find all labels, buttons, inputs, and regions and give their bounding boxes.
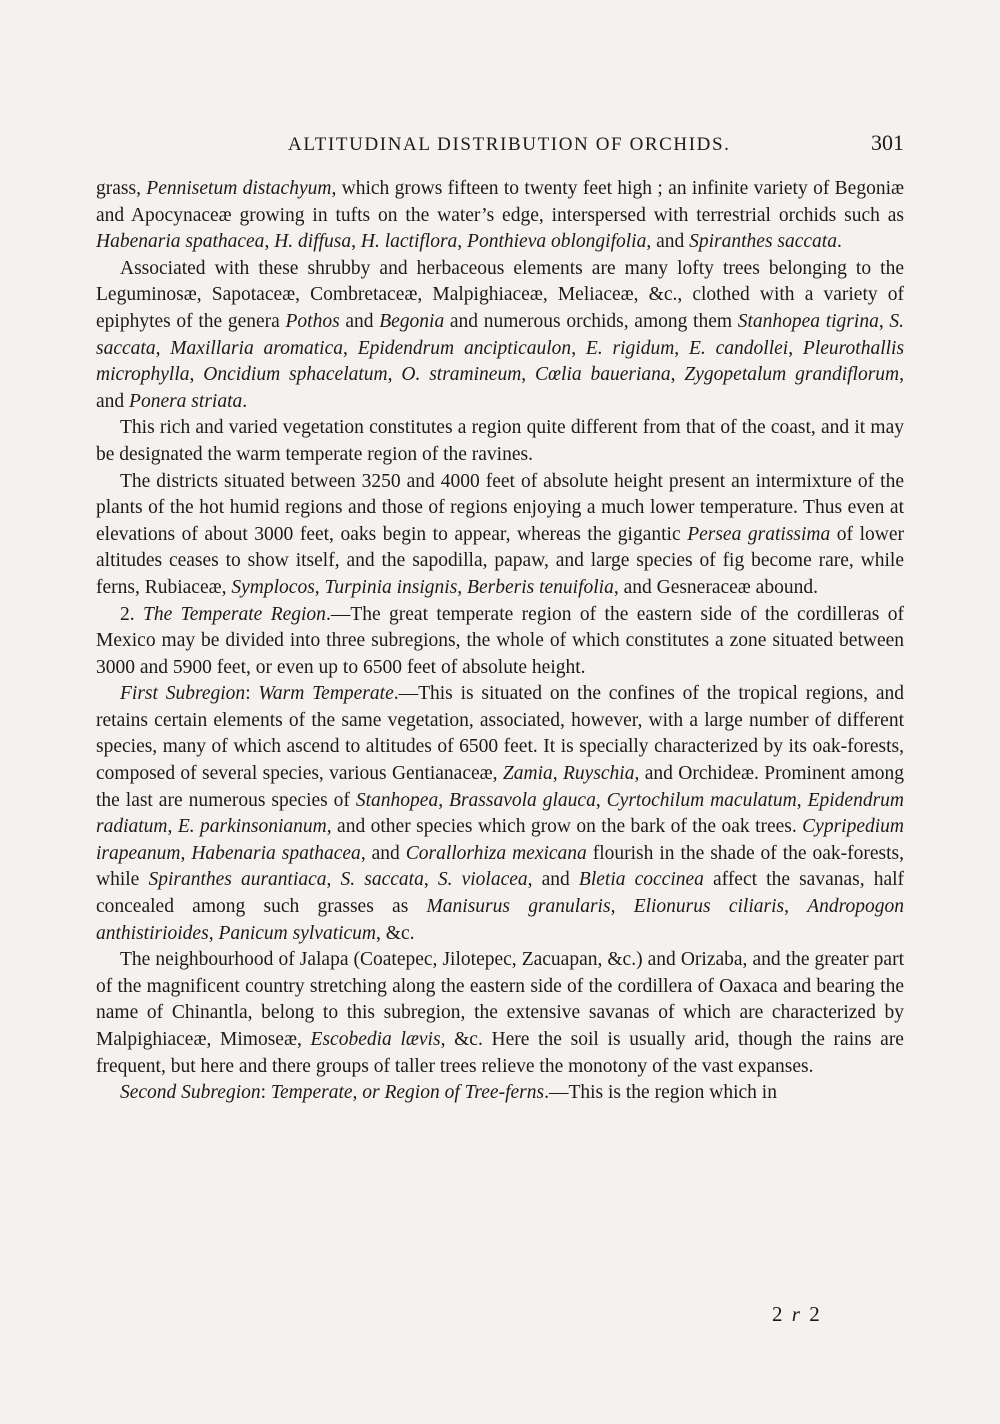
paragraph: [96, 256, 904, 416]
paragraph: [96, 602, 904, 682]
italic-term: Pothos: [285, 310, 340, 332]
text-run: ,: [552, 763, 563, 785]
italic-term: Second Subregion: [120, 1082, 261, 1104]
signature-post: 2: [801, 1302, 822, 1326]
text-run: , and: [646, 231, 690, 253]
text-run: .—This is situated on the confines of the tropical regions, and retains certain elements of the same vegetation, associated, however, with a large number of different species, many of which ascend to altitudes of 6500 feet. It is specially characterized by its oak-forests, composed of several species, various Gentianaceæ,: [96, 683, 904, 785]
text-run: ,: [326, 869, 341, 891]
italic-term: H. diffusa: [274, 231, 352, 253]
text-run: ,: [878, 310, 890, 332]
text-run: of lower altitudes ceases to show itself, and the sapodilla, papaw, and large species of fig become rare, while ferns, Rubiaceæ,: [96, 523, 905, 598]
italic-term: First Subregion: [120, 683, 246, 705]
text-run: ,: [189, 364, 204, 386]
italic-term: Oncidium sphacelatum: [203, 364, 388, 386]
text-run: , and: [527, 869, 579, 891]
text-run: ,: [674, 337, 690, 359]
italic-term: Corallorhiza mexicana: [405, 842, 587, 864]
italic-term: Stanhopea tigrina: [737, 310, 879, 332]
italic-term: Cœlia baueriana: [535, 364, 671, 386]
text-run: 2.: [120, 603, 144, 625]
paragraph: [96, 947, 904, 1080]
italic-term: Ponthieva oblongifolia: [467, 231, 647, 253]
italic-term: Maxillaria aromatica: [170, 337, 343, 359]
text-run: :: [245, 683, 259, 705]
text-run: , &c. Here the soil is usually arid, though the rains are frequent, but here and there groups of taller trees relieve the monotony of the vast expanses.: [96, 1029, 904, 1077]
text-run: and numerous orchids, among them: [444, 310, 738, 332]
italic-term: The Temperate Region: [143, 603, 326, 625]
italic-term: O. stramineum: [401, 364, 522, 386]
running-head: [96, 130, 904, 162]
text-run: :: [260, 1082, 271, 1104]
text-run: The neighbourhood of Jalapa (Coatepec, Jilotepec, Zacuapan, &c.) and Orizaba, and the greater part of the magnificent country stretching along the eastern side of the cordillera of Oaxaca and bearing the name of Chinantla, belong to this subregion, the extensive savanas of which are characterized by Malpighiaceæ, Mimoseæ,: [96, 949, 904, 1050]
signature-letter: r: [791, 1302, 802, 1326]
italic-term: Temperate, or Region of Tree-ferns: [270, 1082, 545, 1104]
text-run: , and Gesneraceæ abound.: [613, 576, 818, 598]
italic-term: Spiranthes saccata: [689, 231, 837, 253]
text-run: , and: [96, 364, 905, 412]
italic-term: Epidendrum radiatum: [96, 789, 904, 838]
italic-term: Epidendrum ancipticaulon: [357, 337, 572, 359]
text-run: Associated with these shrubby and herbaceous elements are many lofty trees belonging to the Leguminosæ, Sapotaceæ, Combretaceæ, Malpighiaceæ, Meliaceæ, &c., clothed with a variety of epiphytes of the genera: [96, 257, 904, 332]
text-run: ,: [457, 576, 468, 598]
text-run: ,: [788, 337, 803, 359]
italic-term: Spiranthes aurantiaca: [148, 869, 327, 891]
italic-term: Turpinia insignis: [324, 576, 458, 598]
italic-term: H. lactiflora: [360, 231, 458, 253]
italic-term: Ruyschia: [563, 763, 635, 785]
text-run: .—This is the region which in: [544, 1082, 777, 1104]
text-run: ,: [180, 842, 192, 864]
italic-term: Elionurus ciliaris: [633, 896, 785, 918]
text-run: , and other species which grow on the bark of the oak trees.: [326, 816, 803, 838]
text-run: , &c.: [376, 922, 415, 944]
italic-term: Andropogon anthistirioides: [96, 896, 905, 944]
text-run: grass,: [96, 178, 147, 199]
italic-term: Brassavola glauca: [449, 789, 596, 811]
italic-term: Pennisetum distachyum: [146, 178, 332, 199]
text-run: , which grows fifteen to twenty feet high ; an infinite variety of Begoniæ and Apocynaceæ growing in tufts on the water’s edge, interspersed with terrestrial orchids such as: [96, 178, 904, 226]
italic-term: S. saccata: [340, 869, 424, 891]
italic-term: Ponera striata: [129, 390, 243, 412]
text-run: and: [339, 310, 380, 332]
running-title: ALTITUDINAL DISTRIBUTION OF ORCHIDS.: [288, 134, 731, 155]
italic-term: S. saccata: [96, 310, 905, 359]
italic-term: Cyrtochilum maculatum: [606, 789, 797, 811]
text-run: .—The great temperate region of the eastern side of the cordilleras of Mexico may be divided into three subregions, the whole of which constitutes a zone situated between 3000 and 5900 feet, or even up to 6500 feet of absolute height.: [96, 603, 905, 678]
italic-term: E. candollei: [689, 337, 789, 359]
text-run: ,: [208, 922, 219, 944]
italic-term: Symplocos: [231, 576, 315, 598]
text-run: ,: [784, 896, 808, 918]
text-run: ,: [571, 337, 586, 359]
text-run: ,: [264, 231, 275, 253]
body-text: [96, 176, 904, 1107]
text-run: ,: [167, 816, 178, 838]
italic-term: Manisurus granularis: [426, 896, 611, 918]
italic-term: Stanhopea: [355, 789, 439, 811]
text-run: .: [836, 231, 842, 253]
page-number: 301: [871, 130, 904, 155]
italic-term: Zygopetalum grandiflorum: [684, 364, 900, 386]
italic-term: Pleurothallis microphylla: [96, 337, 905, 386]
italic-term: Panicum sylvaticum: [218, 922, 377, 944]
text-run: ,: [155, 337, 171, 359]
text-run: ,: [670, 364, 685, 386]
text-run: ,: [796, 789, 808, 811]
text-run: affect the savanas, half concealed among such grasses as: [96, 869, 905, 918]
text-run: ,: [610, 896, 634, 918]
text-run: ,: [595, 789, 607, 811]
paragraph: [96, 176, 904, 256]
text-run: ,: [342, 337, 358, 359]
text-run: ,: [438, 789, 450, 811]
italic-term: Escobedia lævis: [310, 1029, 441, 1050]
text-run: , and Orchideæ. Prominent among the last are numerous species of: [96, 763, 904, 811]
text-run: ,: [351, 231, 361, 253]
text-run: , and: [360, 842, 406, 864]
text-run: ,: [314, 576, 325, 598]
text-run: This rich and varied vegetation constitutes a region quite different from that of the coast, and it may be designated the warm temperate region of the ravines.: [96, 417, 904, 465]
italic-term: Berberis tenuifolia: [467, 576, 614, 598]
text-run: .: [242, 390, 248, 412]
paragraph: [96, 681, 904, 947]
paragraph: [96, 1080, 904, 1107]
text-run: ,: [457, 231, 468, 253]
text-run: The districts situated between 3250 and 4000 feet of absolute height present an intermixture of the plants of the hot humid regions and those of regions enjoying a much lower temperature. Thus even at elevations of about 3000 feet, oaks begin to appear, whereas the gigantic: [96, 470, 904, 545]
italic-term: E. parkinsonianum: [177, 816, 327, 838]
italic-term: Begonia: [379, 310, 445, 332]
signature-mark: [772, 1302, 822, 1327]
signature-pre: 2: [772, 1302, 792, 1326]
italic-term: Warm Temperate: [258, 683, 394, 705]
italic-term: Zamia: [502, 763, 553, 785]
text-run: ,: [521, 364, 536, 386]
italic-term: E. rigidum: [585, 337, 675, 359]
italic-term: Persea gratissima: [687, 523, 831, 545]
italic-term: Bletia coccinea: [578, 869, 704, 891]
text-run: ,: [423, 869, 438, 891]
italic-term: Cypripedium irapeanum: [96, 816, 904, 864]
text-run: flourish in the shade of the oak-forests, while: [96, 842, 904, 891]
paragraph: [96, 415, 904, 468]
italic-term: Habenaria spathacea: [191, 842, 361, 864]
italic-term: Habenaria spathacea: [96, 231, 265, 253]
italic-term: S. violacea: [437, 869, 528, 891]
paragraph: [96, 469, 904, 602]
text-run: ,: [387, 364, 402, 386]
